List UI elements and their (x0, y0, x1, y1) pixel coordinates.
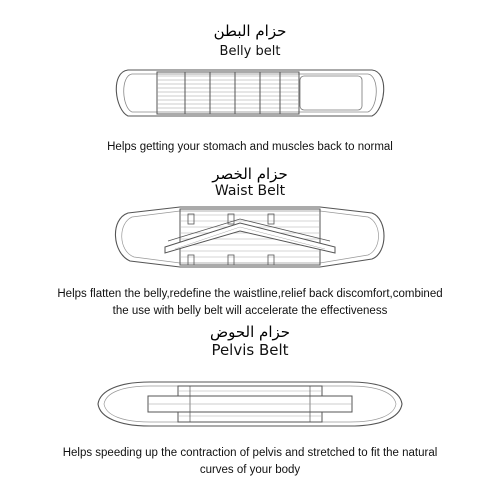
belly-description: Helps getting your stomach and muscles back to normal (107, 141, 393, 153)
belly-title-arabic: حزام البطن (213, 22, 287, 40)
pelvis-title-arabic: حزام الحوض (209, 323, 291, 341)
pelvis-description-line1: Helps speeding up the contraction of pelvis and stretched to fit the natural (62, 447, 438, 459)
belly-belt-icon (0, 60, 500, 140)
pelvis-title-english: Pelvis Belt (211, 341, 289, 359)
pelvis-belt-icon (0, 370, 500, 440)
pelvis-description-line2: curves of your body (199, 464, 301, 476)
waist-belt-icon (0, 195, 500, 285)
waist-description-line2: the use with belly belt will accelerate the effectiveness (112, 305, 388, 317)
waist-title-english: Waist Belt (214, 183, 286, 199)
belly-title-english: Belly belt (219, 44, 281, 59)
waist-description-line1: Helps flatten the belly,redefine the waistline,relief back discomfort,combined (57, 288, 443, 300)
waist-title-arabic: حزام الخصر (212, 165, 288, 183)
